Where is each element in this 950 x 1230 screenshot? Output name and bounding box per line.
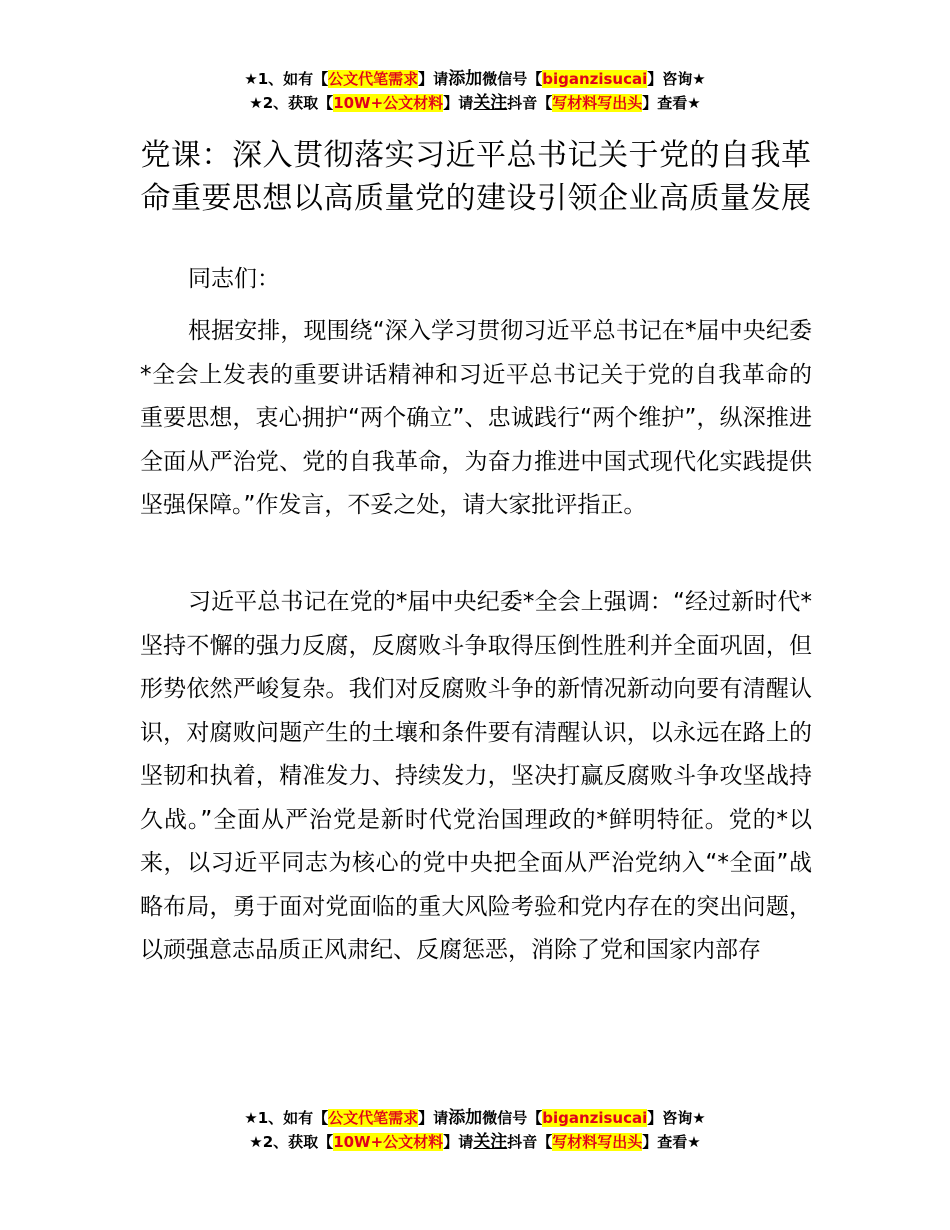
banner-highlight-service: 公文代笔需求 (328, 1109, 419, 1127)
banner-line-2: ★2、获取【10W+公文材料】请关注抖音【写材料写出头】查看★ (249, 1132, 701, 1152)
document-title: 党课：深入贯彻落实习近平总书记关于党的自我革命重要思想以高质量党的建设引领企业高质量发展 (140, 138, 812, 217)
banner-line-1: ★1、如有【公文代笔需求】请添加微信号【biganzisucai】咨询★ (244, 69, 706, 89)
paragraph-1: 根据安排，现围绕“深入学习贯彻习近平总书记在*届中央纪委*全会上发表的重要讲话精神和习近平总书记关于党的自我革命的重要思想，衷心拥护“两个确立”、忠诚践行“两个维护”，纵深推进全面从严治党、党的自我革命，为奋力推进中国式现代化实践提供坚强保障。”作发言，不妥之处，请大家批评指正。 (140, 318, 812, 518)
star-icon: ★ (249, 94, 263, 112)
header-banner (0, 67, 950, 115)
banner-line-2: ★2、获取【10W+公文材料】请关注抖音【写材料写出头】查看★ (249, 93, 701, 113)
footer-banner (0, 1106, 950, 1154)
star-icon: ★ (249, 1133, 263, 1151)
banner-highlight-wechat-id: biganzisucai (542, 1109, 648, 1127)
star-icon: ★ (244, 1109, 258, 1127)
banner-highlight-wechat-id: biganzisucai (542, 70, 648, 88)
paragraph-2: 习近平总书记在党的*届中央纪委*全会上强调：“经过新时代*坚持不懈的强力反腐，反腐败斗争取得压倒性胜利并全面巩固，但形势依然严峻复杂。我们对反腐败斗争的新情况新动向要有清醒认识，对腐败问题产生的土壤和条件要有清醒认识，以永远在路上的坚韧和执着，精准发力、持续发力，坚决打赢反腐败斗争攻坚战持久战。”全面从严治党是新时代党治国理政的*鲜明特征。党的*以来，以习近平同志为核心的党中央把全面从严治党纳入“*全面”战略布局，勇于面对党面临的重大风险考验和党内存在的突出问题，以顽强意志品质正风肃纪、反腐惩恶，消除了党和国家内部存 (140, 589, 812, 963)
banner-line-1: ★1、如有【公文代笔需求】请添加微信号【biganzisucai】咨询★ (244, 1108, 706, 1128)
banner-highlight-douyin: 写材料写出头 (552, 94, 643, 112)
banner-highlight-materials: 10W+公文材料 (333, 1133, 444, 1151)
greeting: 同志们： (188, 266, 280, 292)
star-icon: ★ (244, 70, 258, 88)
banner-highlight-douyin: 写材料写出头 (552, 1133, 643, 1151)
banner-highlight-materials: 10W+公文材料 (333, 94, 444, 112)
banner-highlight-service: 公文代笔需求 (328, 70, 419, 88)
